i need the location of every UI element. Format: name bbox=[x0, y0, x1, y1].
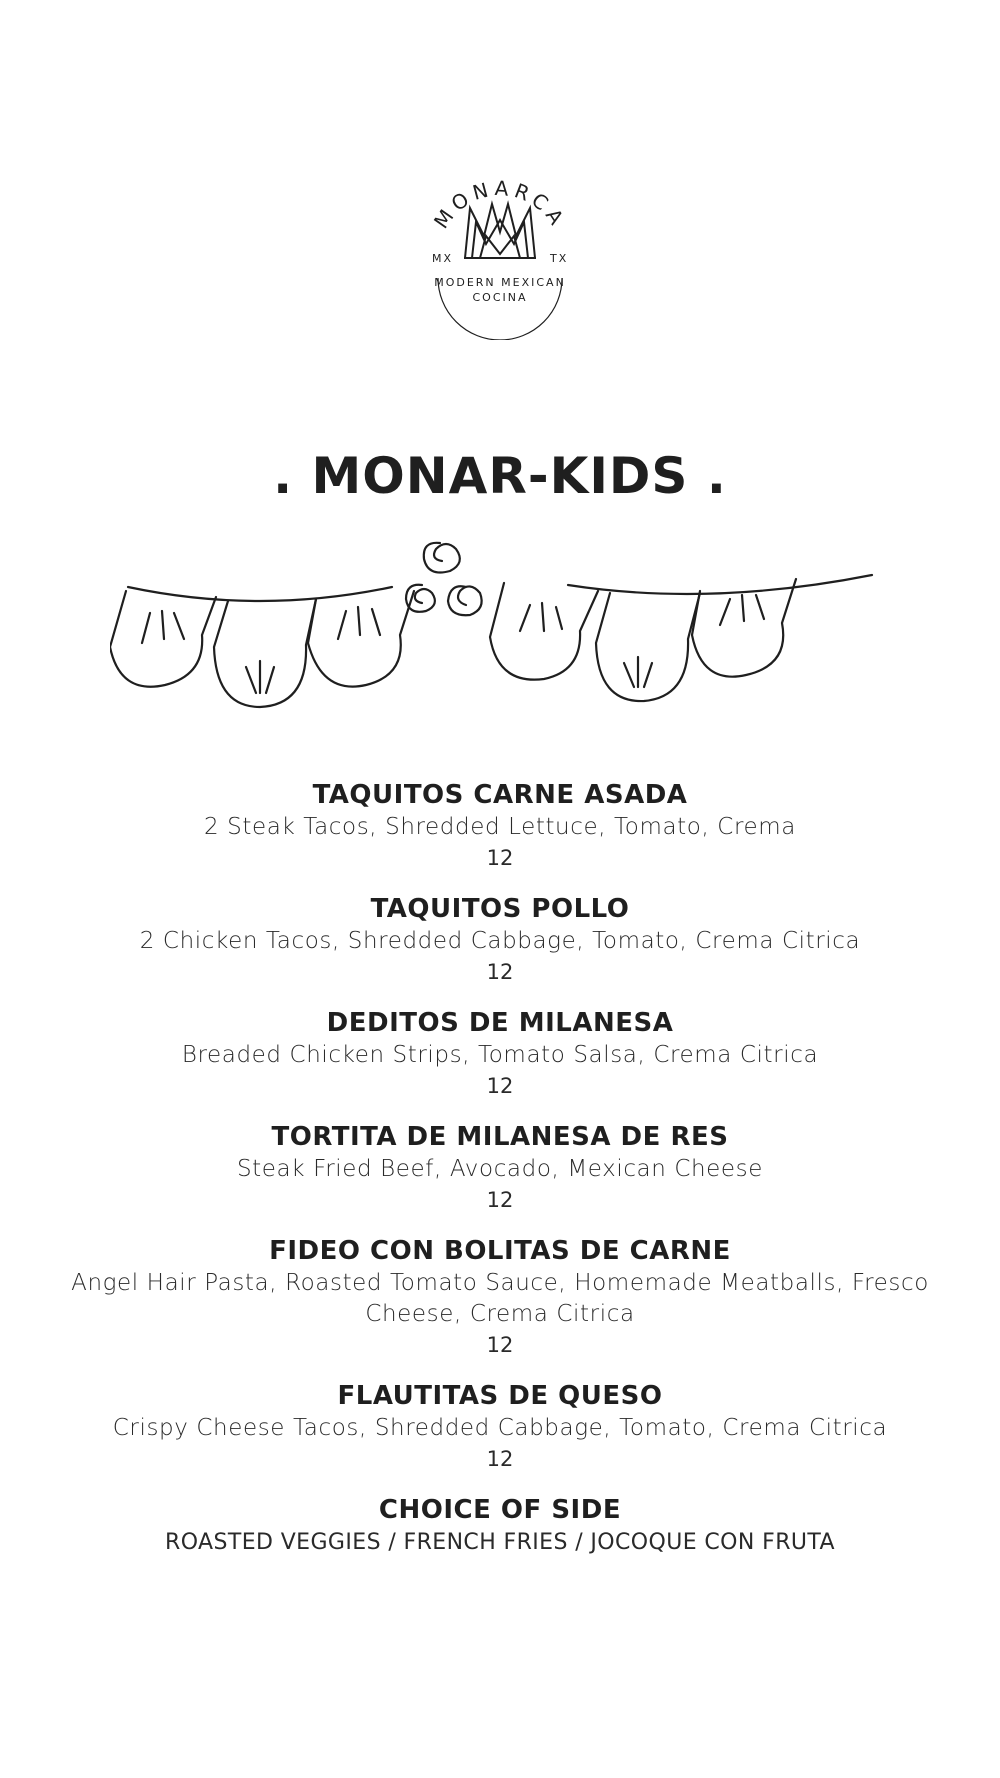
item-price: 12 bbox=[486, 846, 514, 870]
banner-flag bbox=[596, 593, 700, 701]
menu-item bbox=[0, 1120, 1000, 1216]
banner-string-right bbox=[568, 575, 872, 594]
item-description: 2 Steak Tacos, Shredded Lettuce, Tomato, Crema bbox=[204, 814, 796, 840]
menu-item bbox=[0, 892, 1000, 988]
item-price: 12 bbox=[486, 960, 514, 984]
swirl-icon bbox=[406, 543, 482, 615]
item-description: Crispy Cheese Tacos, Shredded Cabbage, Tomato, Crema Citrica bbox=[112, 1415, 888, 1441]
item-name: FIDEO CON BOLITAS DE CARNE bbox=[269, 1236, 731, 1266]
logo-right-tag: TX bbox=[550, 252, 569, 265]
logo-brand-text: MONARCA bbox=[428, 175, 572, 233]
logo-mark bbox=[400, 140, 600, 340]
menu-title: . MONAR-KIDS . bbox=[273, 447, 727, 505]
menu-item bbox=[0, 778, 1000, 874]
item-description: Breaded Chicken Strips, Tomato Salsa, Crema Citrica bbox=[181, 1042, 819, 1068]
item-name: FLAUTITAS DE QUESO bbox=[337, 1381, 663, 1411]
menu-item bbox=[0, 1379, 1000, 1475]
logo-tagline-line2: COCINA bbox=[472, 291, 528, 304]
crown-icon bbox=[464, 204, 536, 258]
item-price: 12 bbox=[486, 1188, 514, 1212]
banner-flag bbox=[308, 591, 414, 687]
banner-flag bbox=[110, 591, 216, 687]
item-price: 12 bbox=[486, 1333, 514, 1357]
item-description: 2 Chicken Tacos, Shredded Cabbage, Tomato, Crema Citrica bbox=[139, 928, 861, 954]
side-title: CHOICE OF SIDE bbox=[378, 1495, 622, 1525]
logo-left-tag: MX bbox=[432, 252, 454, 265]
item-price: 12 bbox=[486, 1447, 514, 1471]
menu-list bbox=[0, 778, 1000, 1558]
item-name: TAQUITOS POLLO bbox=[370, 894, 630, 924]
monarca-logo bbox=[400, 140, 600, 340]
item-description: Angel Hair Pasta, Roasted Tomato Sauce, Homemade Meatballs, Fresco Cheese, Crema Citrica bbox=[71, 1270, 929, 1327]
choice-of-side bbox=[0, 1493, 1000, 1558]
banner-flag bbox=[490, 583, 598, 680]
menu-item bbox=[0, 1234, 1000, 1361]
logo-tagline-line1: MODERN MEXICAN bbox=[434, 276, 566, 289]
banner-string-left bbox=[128, 587, 392, 601]
item-name: DEDITOS DE MILANESA bbox=[326, 1008, 674, 1038]
menu-item bbox=[0, 1006, 1000, 1102]
item-price: 12 bbox=[486, 1074, 514, 1098]
item-description: Steak Fried Beef, Avocado, Mexican Cheese bbox=[236, 1156, 764, 1182]
item-name: TORTITA DE MILANESA DE RES bbox=[271, 1122, 729, 1152]
side-options: ROASTED VEGGIES / FRENCH FRIES / JOCOQUE CON FRUTA bbox=[165, 1530, 835, 1555]
banner-flag bbox=[214, 599, 316, 707]
papel-picado-banner bbox=[110, 535, 890, 735]
item-name: TAQUITOS CARNE ASADA bbox=[312, 780, 688, 810]
